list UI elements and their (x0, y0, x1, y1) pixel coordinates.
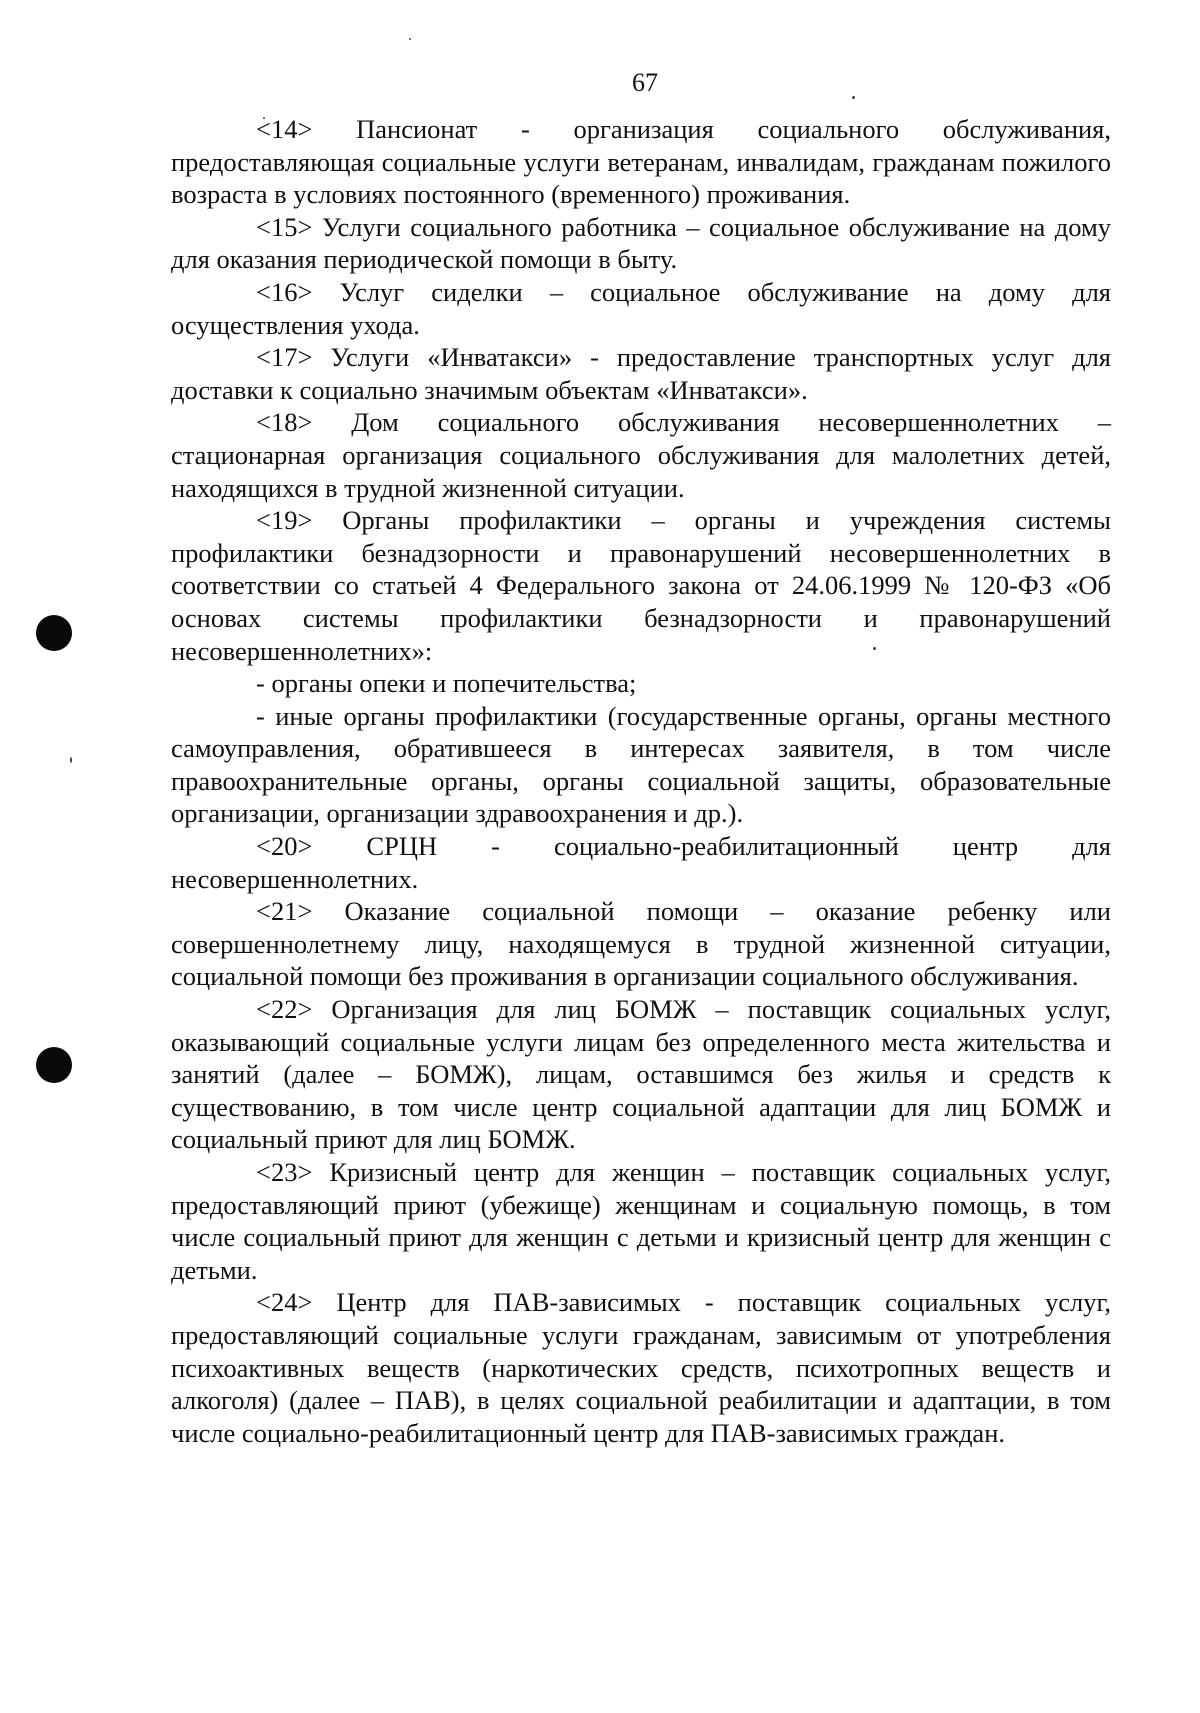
definition-19: <19> Органы профилактики – органы и учреждения системы профилактики безнадзорности и правонарушений несовершеннолетних в соответствии со статьей 4 Федерального закона от 24.06.1999 № 120-ФЗ «Об основах системы профилактики безнадзорности и правонарушений несовершеннолетних»: (171, 505, 1111, 666)
definition-17: <17> Услуги «Инватакси» - предоставление транспортных услуг для доставки к социально значимым объектам «Инватакси». (171, 342, 1111, 405)
definition-16: <16> Услуг сиделки – социальное обслуживание на дому для осуществления ухода. (171, 276, 1111, 340)
page-number: 67 (632, 68, 658, 97)
definition-18: <18> Дом социального обслуживания несовершеннолетних – стационарная организация социального обслуживания для малолетних детей, находящихся в трудной жизненной ситуации. (171, 407, 1111, 503)
punch-hole-bottom (36, 1047, 72, 1083)
definition-24: <24> Центр для ПАВ-зависимых - поставщик социальных услуг, предоставляющий социальные услуги гражданам, зависимым от употребления психоактивных веществ (наркотических средств, психотропных веществ и алкоголя) (далее – ПАВ), в целях социальной реабилитации и адаптации, в том числе социально-реабилитационный центр для ПАВ-зависимых граждан. (171, 1287, 1111, 1448)
list-item-other-bodies: - иные органы профилактики (государственные органы, органы местного самоуправления, обратившееся в интересах заявителя, в том числе правоохранительные органы, органы социальной защиты, образовательные организации, организации здравоохранения и др.). (171, 700, 1111, 829)
scan-speck (70, 757, 72, 763)
definition-21: <21> Оказание социальной помощи – оказание ребенку или совершеннолетнему лицу, находящемуся в трудной жизненной ситуации, социальной помощи без проживания в организации социального обслуживания. (171, 896, 1111, 992)
definition-23: <23> Кризисный центр для женщин – поставщик социальных услуг, предоставляющий приют (убежище) женщинам и социальную помощь, в том числе социальный приют для женщин с детьми и кризисный центр для женщин с детьми. (171, 1157, 1111, 1285)
punch-hole-top (36, 615, 72, 651)
document-body (171, 113, 1111, 1449)
definition-20: <20> СРЦН - социально-реабилитационный центр для несовершеннолетних. (171, 831, 1111, 894)
definition-14: <14> Пансионат - организация социального обслуживания, предоставляющая социальные услуги ветеранам, инвалидам, гражданам пожилого возраста в условиях постоянного (временного) проживания. (171, 114, 1111, 210)
scan-speck (409, 38, 411, 40)
definition-22: <22> Организация для лиц БОМЖ – поставщик социальных услуг, оказывающий социальные услуги лицам без определенного места жительства и занятий (далее – БОМЖ), лицам, оставшимся без жилья и средств к существованию, в том числе центр социальной адаптации для лиц БОМЖ и социальный приют для лиц БОМЖ. (171, 994, 1111, 1155)
definition-15: <15> Услуги социального работника – социальное обслуживание на дому для оказания периодической помощи в быту. (171, 211, 1111, 275)
list-item-guardianship: - органы опеки и попечительства; (256, 668, 637, 699)
